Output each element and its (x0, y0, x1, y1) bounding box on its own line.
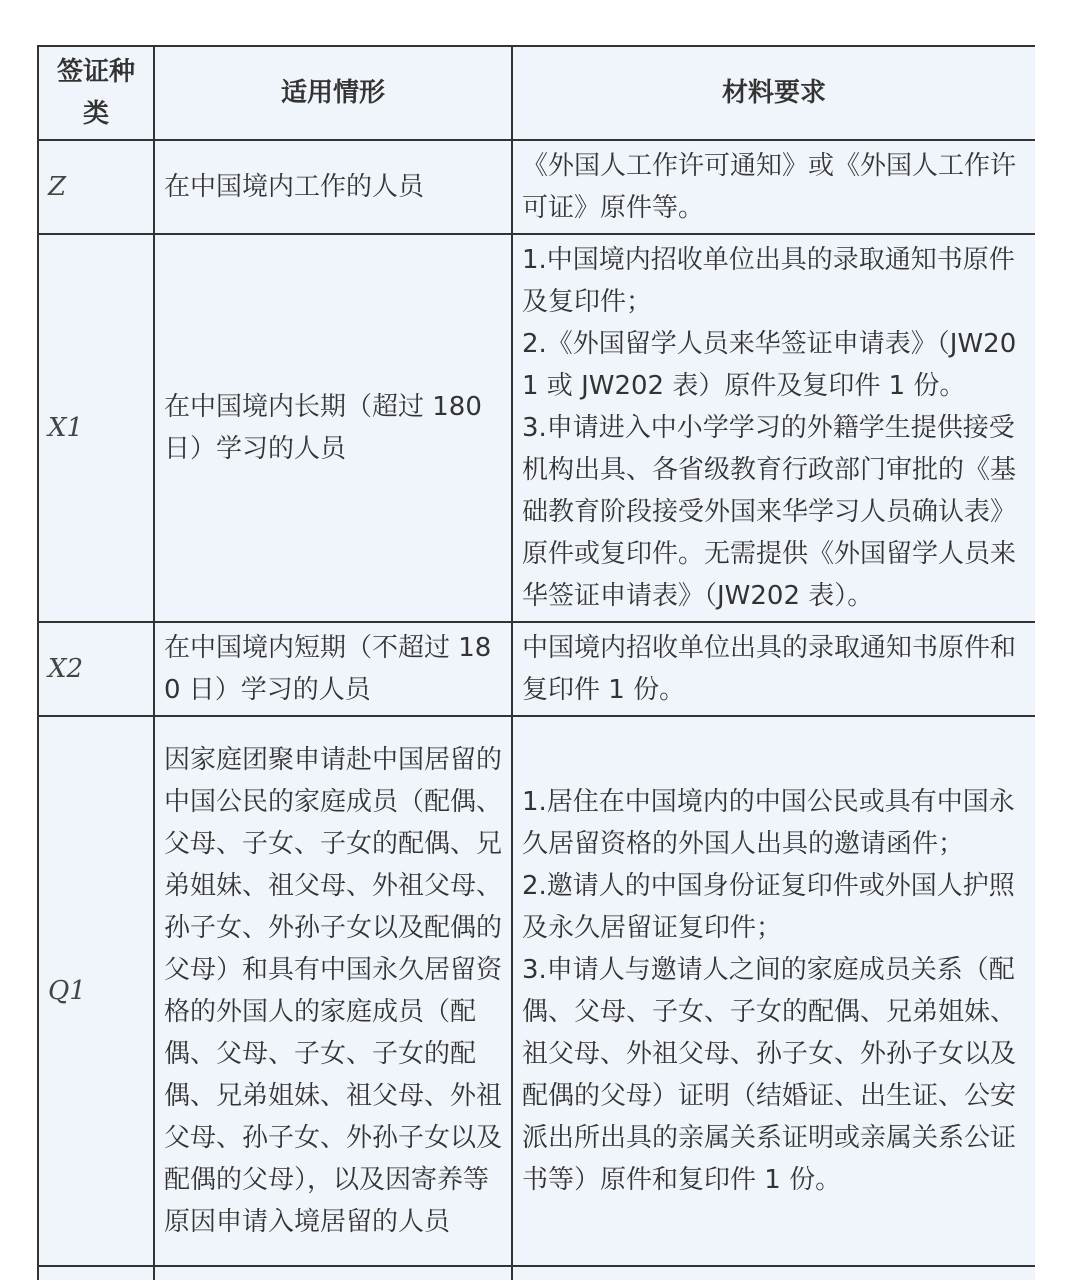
visa-type-cell: Z (38, 140, 154, 234)
empty-cell (512, 1266, 1035, 1280)
table-row-partial (38, 1266, 1035, 1280)
table-header-row (38, 46, 1035, 140)
requirements-cell (512, 234, 1035, 622)
empty-cell (38, 1266, 154, 1280)
visa-type-cell: X1 (38, 234, 154, 622)
requirement-item: 3.申请进入中小学学习的外籍学生提供接受机构出具、各省级教育行政部门审批的《基础教育阶段接受外国来华学习人员确认表》原件或复印件。无需提供《外国留学人员来华签证申请表》（JW202 表）。 (522, 413, 1017, 611)
requirement-item: 2.《外国留学人员来华签证申请表》（JW201 或 JW202 表）原件及复印件 1 份。 (522, 329, 1017, 401)
visa-requirements-table (37, 45, 1035, 1280)
visa-type-cell: Q1 (38, 716, 154, 1266)
header-situation: 适用情形 (154, 46, 512, 140)
requirements-cell (512, 622, 1035, 716)
header-materials: 材料要求 (512, 46, 1035, 140)
visa-type-cell: X2 (38, 622, 154, 716)
requirement-item: 1.中国境内招收单位出具的录取通知书原件及复印件； (522, 245, 1015, 317)
visa-requirements-document (37, 45, 1035, 1280)
situation-cell: 因家庭团聚申请赴中国居留的中国公民的家庭成员（配偶、父母、子女、子女的配偶、兄弟姐妹、祖父母、外祖父母、孙子女、外孙子女以及配偶的父母）和具有中国永久居留资格的外国人的家庭成员（配偶、父母、子女、子女的配偶、兄弟姐妹、祖父母、外祖父母、孙子女、外孙子女以及配偶的父母），以及因寄养等原因申请入境居留的人员 (154, 716, 512, 1266)
requirement-item: 3.申请人与邀请人之间的家庭成员关系（配偶、父母、子女、子女的配偶、兄弟姐妹、祖父母、外祖父母、孙子女、外孙子女以及配偶的父母）证明（结婚证、出生证、公安派出所出具的亲属关系证明或亲属关系公证书等）原件和复印件 1 份。 (522, 955, 1017, 1195)
situation-cell: 在中国境内工作的人员 (154, 140, 512, 234)
table-row (38, 716, 1035, 1266)
situation-cell: 在中国境内长期（超过 180 日）学习的人员 (154, 234, 512, 622)
requirements-cell (512, 716, 1035, 1266)
empty-cell (154, 1266, 512, 1280)
header-visa-type: 签证种类 (38, 46, 154, 140)
situation-cell: 在中国境内短期（不超过 180 日）学习的人员 (154, 622, 512, 716)
table-row (38, 140, 1035, 234)
requirement-item: 中国境内招收单位出具的录取通知书原件和复印件 1 份。 (522, 633, 1017, 705)
requirement-item: 《外国人工作许可通知》或《外国人工作许可证》原件等。 (522, 151, 1017, 223)
requirement-item: 1.居住在中国境内的中国公民或具有中国永久居留资格的外国人出具的邀请函件； (522, 787, 1015, 859)
requirements-cell (512, 140, 1035, 234)
table-row (38, 234, 1035, 622)
requirement-item: 2.邀请人的中国身份证复印件或外国人护照及永久居留证复印件； (522, 871, 1015, 943)
table-row (38, 622, 1035, 716)
